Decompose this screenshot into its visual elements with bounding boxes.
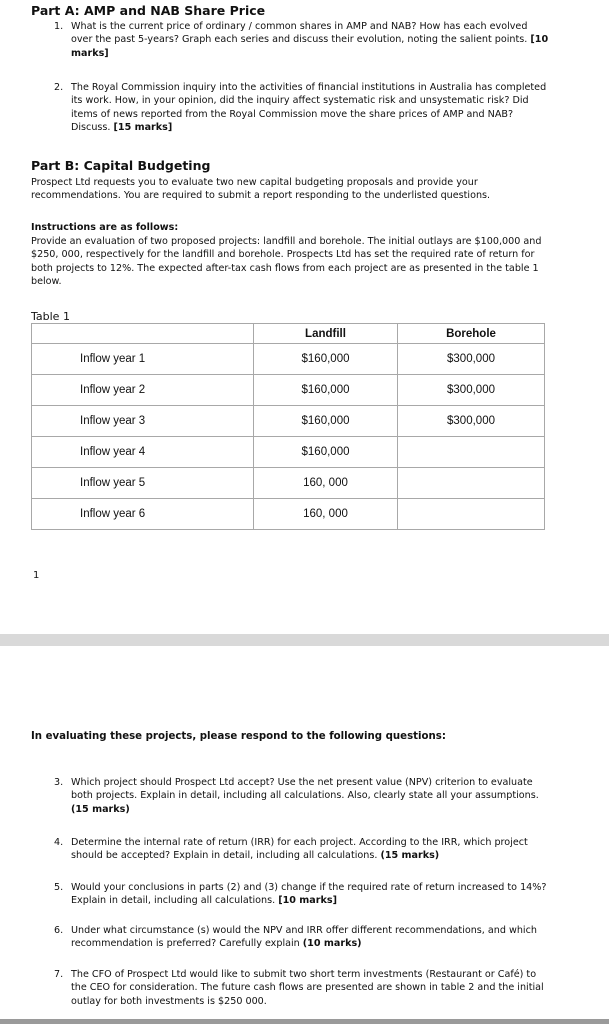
landfill-value: $160,000 — [254, 437, 398, 468]
row-label: Inflow year 6 — [32, 499, 254, 530]
question-text: Determine the internal rate of return (IRR) for each project. According to the IRR, which project should be accepted? Explain in detail, including all calculations. — [71, 837, 528, 862]
table-row — [32, 499, 545, 530]
landfill-value: $160,000 — [254, 344, 398, 375]
question-marks: (15 marks) — [380, 850, 440, 862]
borehole-value — [398, 437, 545, 468]
viewer-bottom-bar — [0, 1019, 609, 1024]
question-text: Would your conclusions in parts (2) and (3) change if the required rate of return increased to 14%? Explain in detail, including all calculations. — [71, 882, 547, 907]
question-marks: (10 marks) — [302, 938, 362, 950]
borehole-value: $300,000 — [398, 344, 545, 375]
question-number: 7. — [54, 969, 64, 980]
row-label: Inflow year 3 — [32, 406, 254, 437]
question-number: 6. — [54, 925, 64, 936]
borehole-value: $300,000 — [398, 375, 545, 406]
question-3 — [54, 776, 551, 816]
part-b-title: Part B: Capital Budgeting — [31, 158, 211, 173]
borehole-value: $300,000 — [398, 406, 545, 437]
table-header-row — [32, 324, 545, 344]
question-4 — [54, 836, 551, 863]
part-a-title: Part A: AMP and NAB Share Price — [31, 3, 266, 18]
question-number: 1. — [54, 21, 64, 32]
page-number: 1 — [33, 570, 40, 581]
row-label: Inflow year 1 — [32, 344, 254, 375]
question-number: 2. — [54, 82, 64, 93]
row-label: Inflow year 4 — [32, 437, 254, 468]
landfill-value: 160, 000 — [254, 468, 398, 499]
question-1 — [54, 20, 551, 60]
question-marks: (15 marks) — [71, 803, 130, 815]
question-number: 4. — [54, 837, 64, 848]
table-row — [32, 375, 545, 406]
document-page-2 — [0, 646, 609, 1024]
table-row — [32, 344, 545, 375]
instructions-heading: Instructions are as follows: — [31, 222, 179, 233]
table-row — [32, 437, 545, 468]
question-6 — [54, 924, 551, 951]
question-text: Under what circumstance (s) would the NPV and IRR offer different recommendations, and which recommendation is preferred? Carefully explain — [71, 925, 537, 950]
borehole-value — [398, 499, 545, 530]
landfill-value: $160,000 — [254, 375, 398, 406]
header-blank — [32, 324, 254, 344]
part-b-intro: Prospect Ltd requests you to evaluate two new capital budgeting proposals and provide your recommendations. You are required to submit a report responding to the underlisted questions. — [31, 177, 491, 202]
question-text: The Royal Commission inquiry into the activities of financial institutions in Australia has completed its work. How, in your opinion, did the inquiry affect systematic risk and unsystematic risk? Did items of news reported from the Royal Commission move the share prices of AMP and NAB? Discuss. — [71, 82, 547, 133]
question-text: Which project should Prospect Ltd accept? Use the net present value (NPV) criterion to evaluate both projects. Explain in detail, including all calculations. Also, clearly state all your assumptions. — [71, 777, 539, 802]
question-marks: [10 marks] — [278, 895, 337, 907]
question-marks: [10 marks] — [71, 34, 549, 59]
table-row — [32, 406, 545, 437]
table-row — [32, 468, 545, 499]
row-label: Inflow year 5 — [32, 468, 254, 499]
question-text: What is the current price of ordinary / common shares in AMP and NAB? How has each evolved over the past 5-years? Graph each series and discuss their evolution, noting the salient points. — [71, 21, 528, 46]
question-number: 3. — [54, 777, 64, 788]
question-text: The CFO of Prospect Ltd would like to submit two short term investments (Restaurant or Café) to the CEO for consideration. The future cash flows are presented are shown in table 2 and the initial outlay for both investments is $250 000. — [71, 969, 544, 1007]
question-number: 5. — [54, 882, 64, 893]
question-7 — [54, 968, 551, 1008]
landfill-value: $160,000 — [254, 406, 398, 437]
question-2 — [54, 81, 551, 134]
header-landfill: Landfill — [254, 324, 398, 344]
borehole-value — [398, 468, 545, 499]
page-2-heading: In evaluating these projects, please respond to the following questions: — [31, 731, 446, 742]
question-marks: [15 marks] — [113, 121, 173, 133]
header-borehole: Borehole — [398, 324, 545, 344]
cash-flow-table — [31, 323, 545, 530]
question-5 — [54, 881, 551, 908]
instructions-text: Provide an evaluation of two proposed projects: landfill and borehole. The initial outlays are $100,000 and $250, 000, respectively for the landfill and borehole. Prospects Ltd has set the required rate of return for both projects to 12%. The expected after-tax cash flows from each project are as presented in the table 1 below. — [31, 236, 542, 287]
page-separator — [0, 634, 609, 646]
landfill-value: 160, 000 — [254, 499, 398, 530]
row-label: Inflow year 2 — [32, 375, 254, 406]
table-caption: Table 1 — [31, 310, 70, 323]
